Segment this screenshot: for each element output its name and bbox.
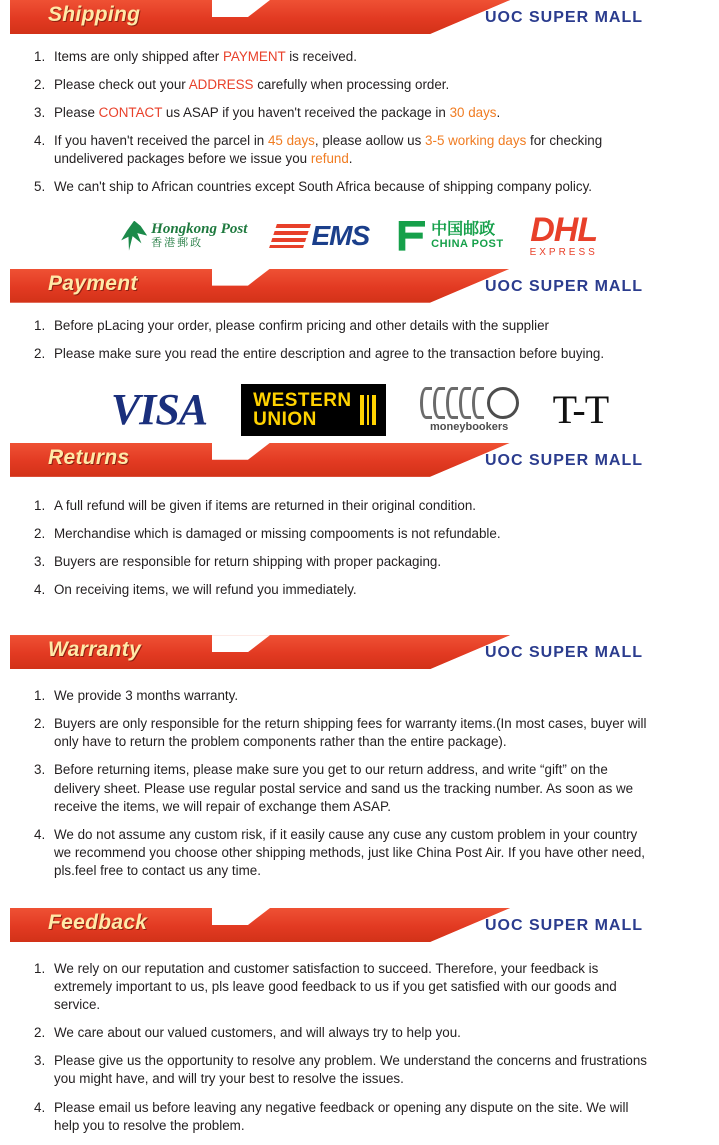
list-item: A full refund will be given if items are returned in their original condition. [54, 497, 477, 513]
banner-shipping [0, 0, 719, 38]
china-post-label-cn: 中国邮政 [431, 220, 496, 238]
china-post-label-en: CHINA POST [431, 238, 504, 251]
dhl-label: DHL [530, 211, 598, 250]
stripes-icon [270, 224, 312, 248]
list-item: Buyers are only responsible for the return shipping fees for warranty items.(In most cases, buyer will only have to return the problem components rather than the entire package). [54, 716, 647, 750]
bird-icon [121, 221, 147, 251]
shipping-list [0, 48, 719, 197]
western-union-logo [241, 387, 386, 433]
brand-label: UOC SUPER MALL [485, 9, 643, 26]
section-title-payment: Payment [48, 271, 138, 295]
banner-payment [0, 269, 719, 307]
list-item: Before returning items, please make sure you get to our return address, and write “gift” on the delivery sheet. Please use regular postal service and sand us the tracking number. As soon as we receive the items, we will repair of exchange them ASAP. [54, 762, 634, 814]
visa-label: VISA [110, 385, 208, 435]
section-payment [0, 269, 719, 435]
brand-label: UOC SUPER MALL [485, 644, 643, 662]
list-item: Please email us before leaving any negative feedback or opening any dispute on the site. We will help you to resolve the problem. [54, 1099, 629, 1133]
section-title-feedback: Feedback [48, 910, 148, 934]
list-item: If you haven't received the parcel in 45 days, please aollow us 3-5 working days for checking undelivered packages before we issue you refund. [54, 133, 603, 167]
western-union-line2: UNION [253, 408, 317, 430]
section-title-shipping: Shipping [48, 3, 141, 26]
highlight-payment: PAYMENT [222, 49, 286, 64]
list-item: We do not assume any custom risk, if it easily cause any cuse any custom problem in your country we recommend you choose other shipping methods, just like China Post Air. If you have other need, pls.feel free to contact us any time. [54, 826, 646, 878]
highlight-45-days: 45 days [267, 133, 315, 149]
payment-list [0, 317, 719, 363]
tt-label: T-T [552, 387, 609, 433]
banner-returns [0, 443, 719, 481]
warranty-list [0, 687, 719, 880]
china-post-mark-icon [395, 221, 425, 251]
section-title-returns: Returns [48, 445, 130, 469]
highlight-30-days: 30 days [449, 105, 497, 121]
dhl-logo [530, 213, 598, 259]
list-item: Please CONTACT us ASAP if you haven't received the package in 30 days. [54, 105, 501, 121]
brand-label: UOC SUPER MALL [485, 277, 643, 295]
list-item: Please make sure you read the entire description and agree to the transaction before buying. [54, 345, 605, 361]
shipping-logos [0, 207, 719, 261]
tt-logo [553, 387, 609, 433]
list-item: Buyers are responsible for return shipping with proper packaging. [54, 553, 442, 569]
ems-logo [273, 213, 369, 259]
visa-logo [111, 387, 207, 433]
brand-label: UOC SUPER MALL [485, 916, 643, 934]
hongkong-post-logo [121, 213, 247, 259]
brand-label: UOC SUPER MALL [485, 451, 643, 469]
arcs-icon [420, 387, 519, 419]
highlight-contact: CONTACT [98, 105, 163, 121]
banner-warranty [0, 635, 719, 673]
section-feedback [0, 908, 719, 1135]
feedback-list [0, 960, 719, 1135]
hongkong-post-label-cn: 香港郵政 [151, 236, 204, 249]
section-shipping [0, 0, 719, 261]
section-title-warranty: Warranty [48, 638, 142, 662]
highlight-refund: refund [310, 151, 349, 167]
list-item: We rely on our reputation and customer satisfaction to succeed. Therefore, your feedback is extremely important to us, pls leave good feedback to us if you get satisfied with our goods and service. [54, 960, 617, 1013]
dhl-sublabel: EXPRESS [529, 247, 598, 259]
list-item: Please give us the opportunity to resolve any problem. We understand the concerns and frustrations you might have, and will try your best to resolve the issues. [54, 1053, 647, 1087]
section-warranty [0, 635, 719, 880]
moneybookers-label: moneybookers [430, 420, 509, 433]
returns-list [0, 497, 719, 599]
highlight-working-days: 3-5 working days [425, 133, 527, 149]
china-post-logo [395, 213, 503, 259]
moneybookers-logo [420, 387, 519, 433]
list-item: We care about our valued customers, and will always try to help you. [54, 1025, 461, 1041]
list-item: Items are only shipped after PAYMENT is received. [54, 49, 357, 64]
ring-icon [487, 387, 519, 419]
list-item: Before pLacing your order, please confirm pricing and other details with the supplier [54, 317, 549, 333]
ems-label: EMS [311, 219, 370, 251]
list-item: On receiving items, we will refund you immediately. [54, 582, 357, 598]
western-union-line1: WESTERN [253, 389, 352, 411]
list-item: Please check out your ADDRESS carefully when processing order. [54, 77, 450, 93]
section-returns [0, 443, 719, 599]
bars-icon [360, 395, 376, 425]
banner-feedback [0, 908, 719, 946]
highlight-address: ADDRESS [188, 77, 254, 93]
hongkong-post-label: Hongkong Post [151, 220, 248, 237]
list-item: We provide 3 months warranty. [54, 688, 239, 704]
list-item: Merchandise which is damaged or missing compooments is not refundable. [54, 525, 501, 541]
list-item: We can't ship to African countries except South Africa because of shipping company policy. [54, 179, 592, 195]
payment-logos [0, 373, 719, 435]
